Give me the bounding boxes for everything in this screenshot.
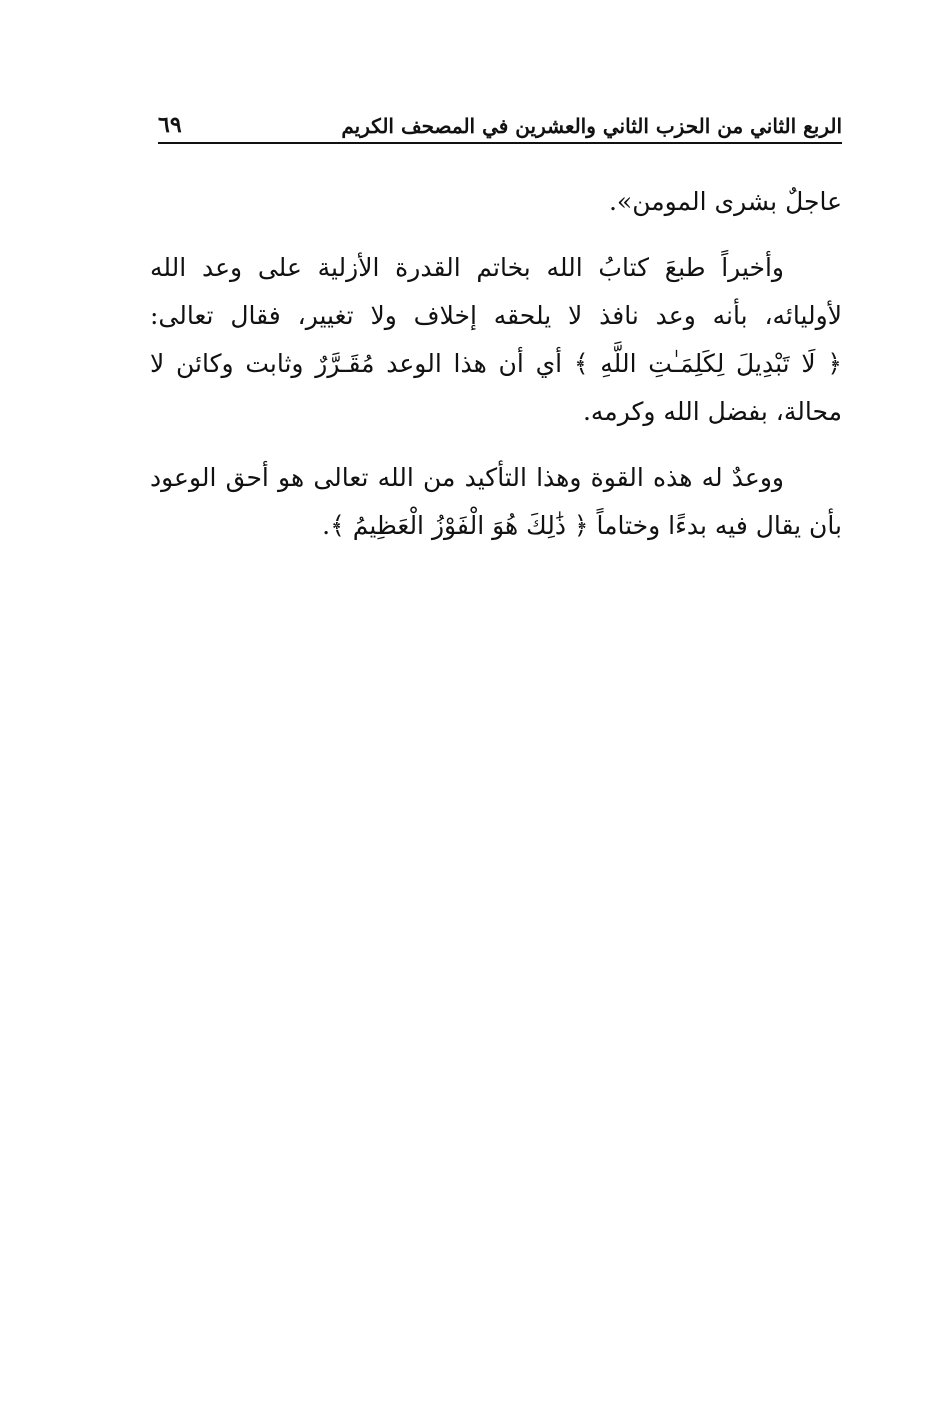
paragraph-1 (150, 178, 842, 226)
paragraph-3-text-before: ووعدٌ له هذه القوة وهذا التأكيد من الله تعالى هو أحق الوعود بأن يقال فيه بدءًا وختاماً (150, 463, 842, 540)
paragraph-2-text-after: أي أن هذا الوعد مُقَـرَّرٌ وثابت وكائن لا محالة، بفضل الله وكرمه. (150, 349, 842, 426)
quran-verse-1: ﴿ لَا تَبْدِيلَ لِكَلِمَـٰتِ اللَّهِ ﴾ (573, 349, 842, 378)
page-number: ٦٩ (158, 112, 182, 138)
quran-verse-2: ﴿ ذَٰلِكَ هُوَ الْفَوْزُ الْعَظِيمُ ﴾ (330, 511, 589, 540)
paragraph-3-text-after: . (322, 511, 331, 540)
paragraph-3 (150, 454, 842, 550)
paragraph-2 (150, 244, 842, 436)
paragraph-1-text: عاجلٌ بشرى المومن». (608, 187, 842, 216)
body-text (150, 178, 842, 568)
header-title: الربع الثاني من الحزب الثاني والعشرين في المصحف الكريم (341, 114, 842, 138)
running-header (158, 108, 842, 144)
paragraph-2-text-before: وأخيراً طبعَ كتابُ الله بخاتم القدرة الأزلية على وعد الله لأوليائه، بأنه وعد نافذ لا يلحقه إخلاف ولا تغيير، فقال تعالى: (150, 253, 842, 330)
